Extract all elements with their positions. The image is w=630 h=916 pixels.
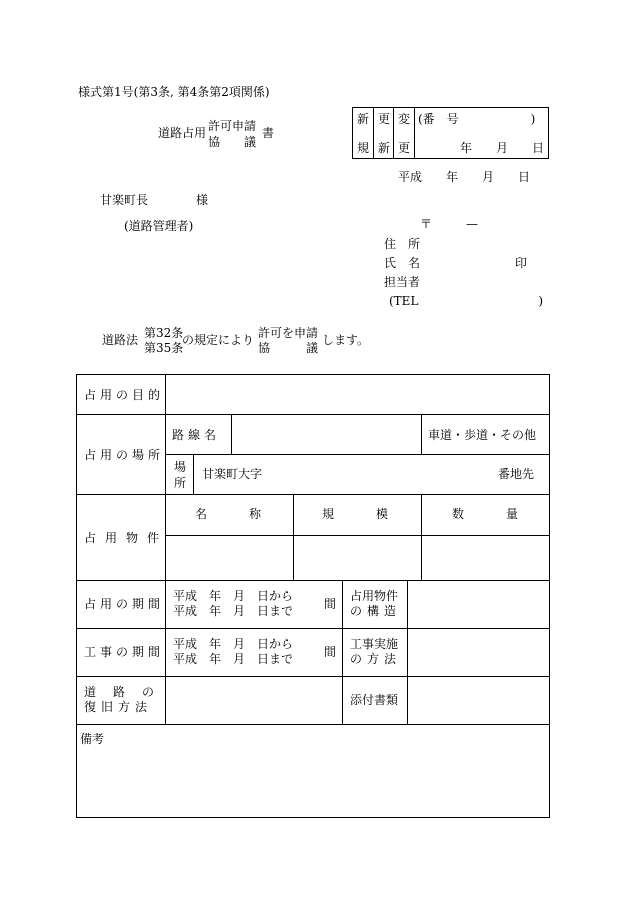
label-period: 占用の期間 <box>84 597 165 611</box>
label-work-method-bottom: の方法 <box>350 652 402 666</box>
label-attachments: 添付書類 <box>350 693 399 707</box>
stamp-char: 新 <box>378 141 391 155</box>
stamp-char: 変 <box>398 112 411 126</box>
column-scale: 規模 <box>322 507 431 521</box>
addressee-name: 甘楽町長 様 <box>100 193 209 207</box>
form-title-option-top: 許可申請 <box>208 119 257 133</box>
stamp-number: (番 号 ) <box>418 112 536 126</box>
statement-option-top: 許可を申請 <box>258 326 319 340</box>
postal-dash: — <box>466 217 478 231</box>
label-restore-bottom: 復旧方法 <box>84 700 153 714</box>
statement-article-top: 第32条 <box>144 326 184 340</box>
stamp-char: 規 <box>357 141 370 155</box>
form-title-suffix: 書 <box>262 126 275 140</box>
applicant-contact-label: 担当者 <box>384 275 421 289</box>
stamp-char: 更 <box>378 112 391 126</box>
label-location-top: 場 <box>174 460 187 474</box>
label-location-bottom: 所 <box>174 476 187 490</box>
work-period-unit: 間 <box>324 645 337 659</box>
work-period-to: 平成 年 月 日まで <box>173 652 294 666</box>
label-restore-top: 道路の <box>84 685 172 699</box>
label-structure-bottom: の構造 <box>350 604 402 618</box>
statement-option-bottom: 協 議 <box>258 341 319 355</box>
label-work-period: 工事の期間 <box>84 645 165 659</box>
work-period-from: 平成 年 月 日から <box>173 637 294 651</box>
application-date: 平成 年 月 日 <box>398 170 531 184</box>
period-to: 平成 年 月 日まで <box>173 604 294 618</box>
label-objects: 占用物件 <box>84 531 169 545</box>
stamp-char: 更 <box>398 141 411 155</box>
lot-suffix: 番地先 <box>498 467 535 481</box>
label-work-method-top: 工事実施 <box>350 637 399 651</box>
column-name: 名称 <box>195 507 304 521</box>
location-value: 甘楽町大字 <box>202 467 263 481</box>
period-unit: 間 <box>324 597 337 611</box>
road-type-options: 車道・歩道・その他 <box>428 428 537 442</box>
addressee-role: (道路管理者) <box>124 219 194 233</box>
postal-mark: 〒 <box>420 217 433 231</box>
applicant-address-label: 住 所 <box>384 237 421 251</box>
label-purpose: 占用の目的 <box>84 388 165 402</box>
applicant-tel: (TEL ) <box>389 294 544 308</box>
stamp-date: 年 月 日 <box>460 141 545 155</box>
seal-mark: 印 <box>515 256 528 270</box>
column-quantity: 数量 <box>452 507 561 521</box>
form-title-option-bottom: 協 議 <box>208 135 257 149</box>
label-route-name: 路線名 <box>172 428 221 442</box>
period-from: 平成 年 月 日から <box>173 589 294 603</box>
statement-law: 道路法 <box>102 333 139 347</box>
form-title-prefix: 道路占用 <box>158 126 207 140</box>
label-structure-top: 占用物件 <box>350 589 399 603</box>
statement-article-bottom: 第35条 <box>144 341 184 355</box>
applicant-name-label: 氏 名 <box>384 256 421 270</box>
style-number: 様式第1号(第3条, 第4条第2項関係) <box>78 85 270 99</box>
statement-middle: の規定により <box>182 333 255 347</box>
label-place: 占用の場所 <box>84 448 165 462</box>
label-remarks: 備考 <box>80 732 105 746</box>
stamp-char: 新 <box>357 112 370 126</box>
statement-end: します。 <box>322 333 370 347</box>
